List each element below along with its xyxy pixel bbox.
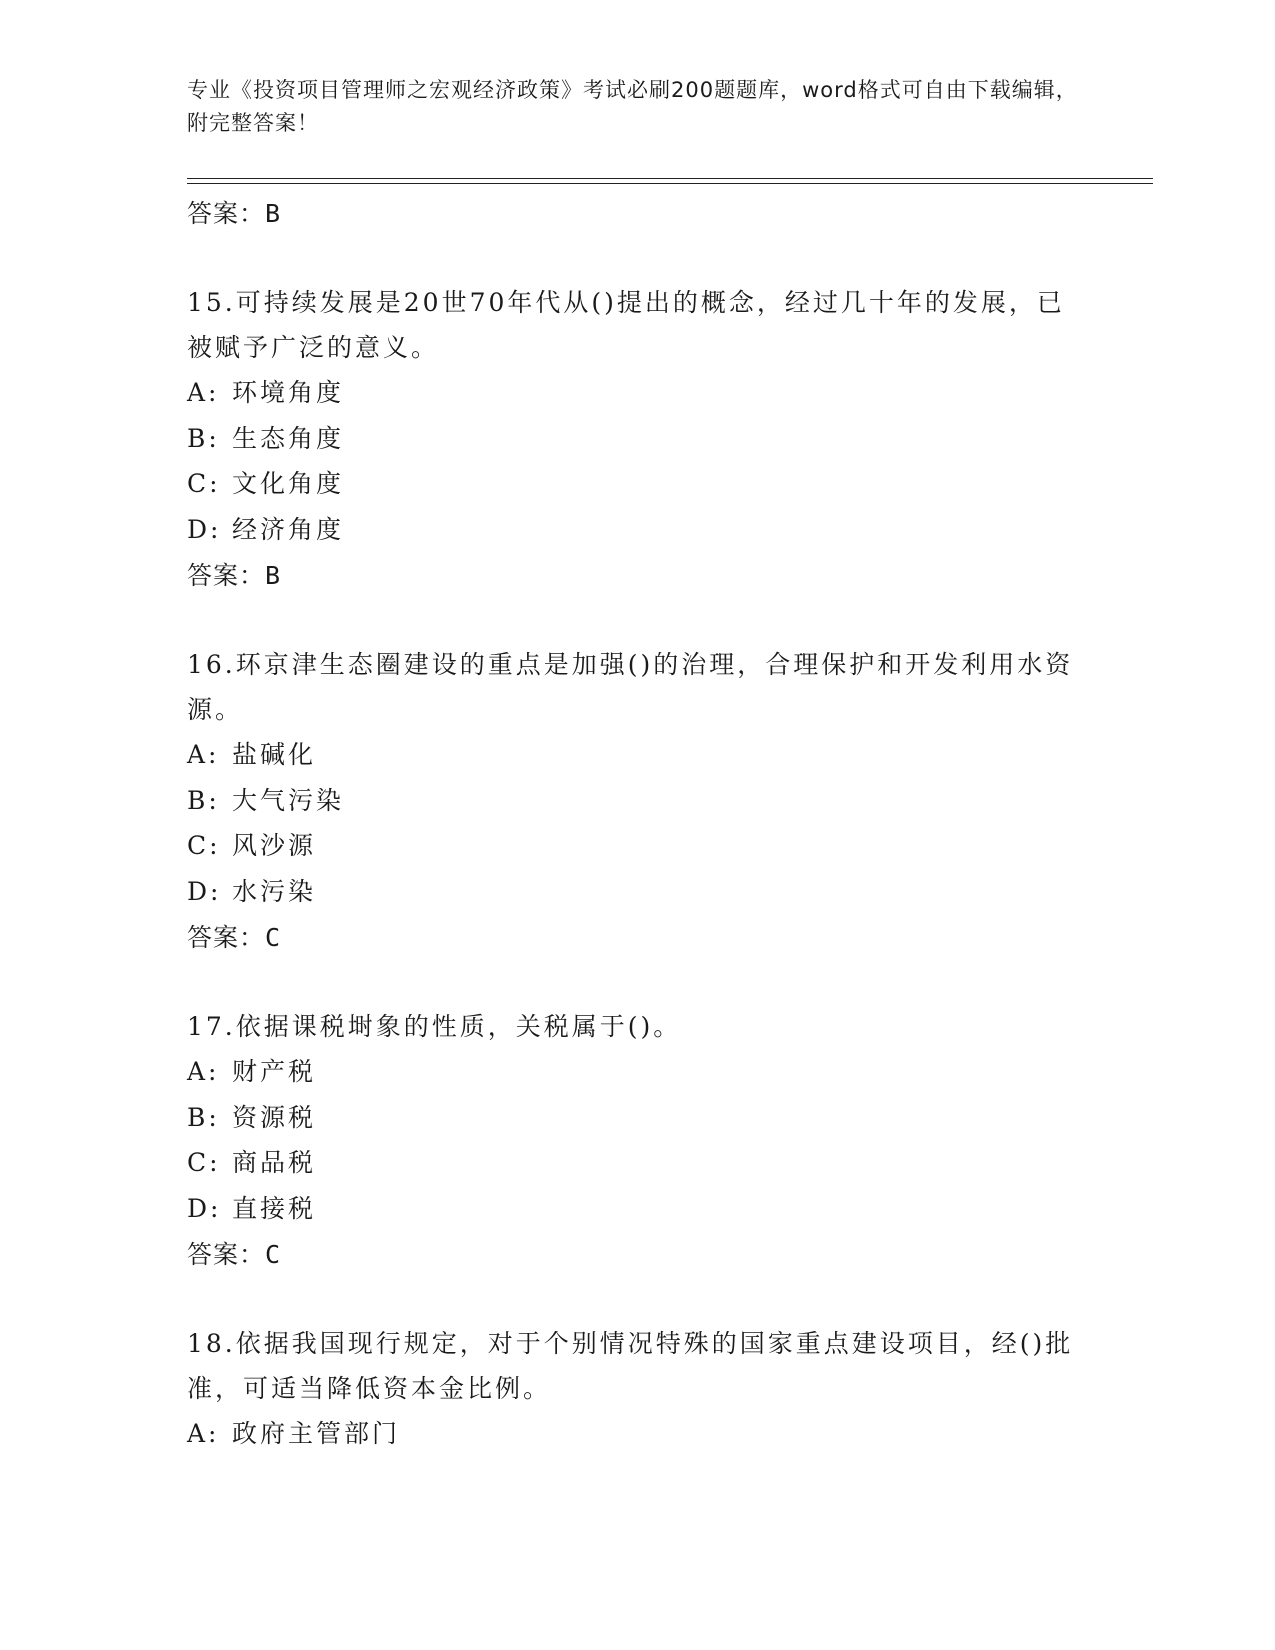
answer-line: 答案：C: [187, 1240, 282, 1269]
header-divider-bottom: [187, 183, 1153, 184]
option-key: C:: [187, 469, 221, 498]
question-number: 15.: [187, 288, 236, 317]
option-a: [187, 1411, 1087, 1457]
option-a: [187, 1049, 1087, 1095]
question-stem: [187, 280, 1087, 370]
option-d: [187, 869, 1087, 915]
document-header: [187, 74, 1087, 140]
option-key: A:: [187, 1419, 220, 1448]
option-text: 生态角度: [232, 423, 345, 453]
option-key: C:: [187, 1148, 221, 1177]
option-c: [187, 1140, 1087, 1186]
previous-answer: 答案：B: [187, 199, 282, 228]
option-d: [187, 1186, 1087, 1232]
option-text: 风沙源: [232, 831, 317, 860]
question-number: 17.: [187, 1012, 236, 1041]
option-key: B:: [187, 1102, 220, 1132]
option-key: B:: [187, 423, 220, 453]
question-block-15: [187, 280, 1087, 600]
option-text: 盐碱化: [232, 740, 317, 769]
option-text: 环境角度: [232, 378, 345, 407]
option-key: D:: [187, 1193, 222, 1223]
option-text: 政府主管部门: [232, 1419, 401, 1448]
option-key: D:: [187, 876, 222, 906]
question-block-18: [187, 1321, 1087, 1457]
option-key: A:: [187, 1057, 220, 1086]
question-text: 依据我国现行规定，对于个别情况特殊的国家重点建设项目，经()批准，可适当降低资本金比例。: [187, 1329, 1074, 1403]
question-stem: [187, 1004, 1087, 1049]
header-divider-top: [187, 178, 1153, 179]
option-text: 大气污染: [232, 785, 345, 815]
option-c: [187, 461, 1087, 507]
answer-line: 答案：B: [187, 561, 282, 590]
option-key: D:: [187, 514, 222, 544]
option-d: [187, 507, 1087, 553]
option-c: [187, 823, 1087, 869]
question-number: 18.: [187, 1329, 236, 1358]
option-key: A:: [187, 740, 220, 769]
option-key: C:: [187, 831, 221, 860]
answer-line: 答案：C: [187, 923, 282, 952]
question-text: 依据课税埘象的性质，关税属于()。: [235, 1012, 682, 1041]
option-a: [187, 732, 1087, 778]
option-b: [187, 1095, 1087, 1141]
option-key: A:: [187, 378, 220, 407]
option-b: [187, 778, 1087, 824]
option-text: 资源税: [232, 1102, 317, 1132]
question-stem: [187, 642, 1087, 732]
option-text: 水污染: [232, 876, 317, 906]
question-number: 16.: [187, 650, 236, 679]
option-text: 财产税: [232, 1057, 317, 1086]
option-text: 文化角度: [232, 469, 345, 498]
question-text: 可持续发展是20世70年代从()提出的概念，经过几十年的发展，已被赋予广泛的意义。: [187, 288, 1065, 362]
header-text: 专业《投资项目管理师之宏观经济政策》考试必刷200题题库，word格式可自由下载编辑，附完整答案！: [187, 78, 1078, 135]
document-body: [187, 190, 1087, 1457]
question-block-17: [187, 1004, 1087, 1279]
option-text: 直接税: [232, 1193, 317, 1223]
option-text: 商品税: [232, 1148, 317, 1177]
option-a: [187, 370, 1087, 416]
question-block-16: [187, 642, 1087, 962]
question-text: 环京津生态圈建设的重点是加强()的治理，合理保护和开发利用水资源。: [187, 650, 1074, 724]
question-stem: [187, 1321, 1087, 1411]
option-text: 经济角度: [232, 514, 345, 544]
option-b: [187, 416, 1087, 462]
option-key: B:: [187, 785, 220, 815]
